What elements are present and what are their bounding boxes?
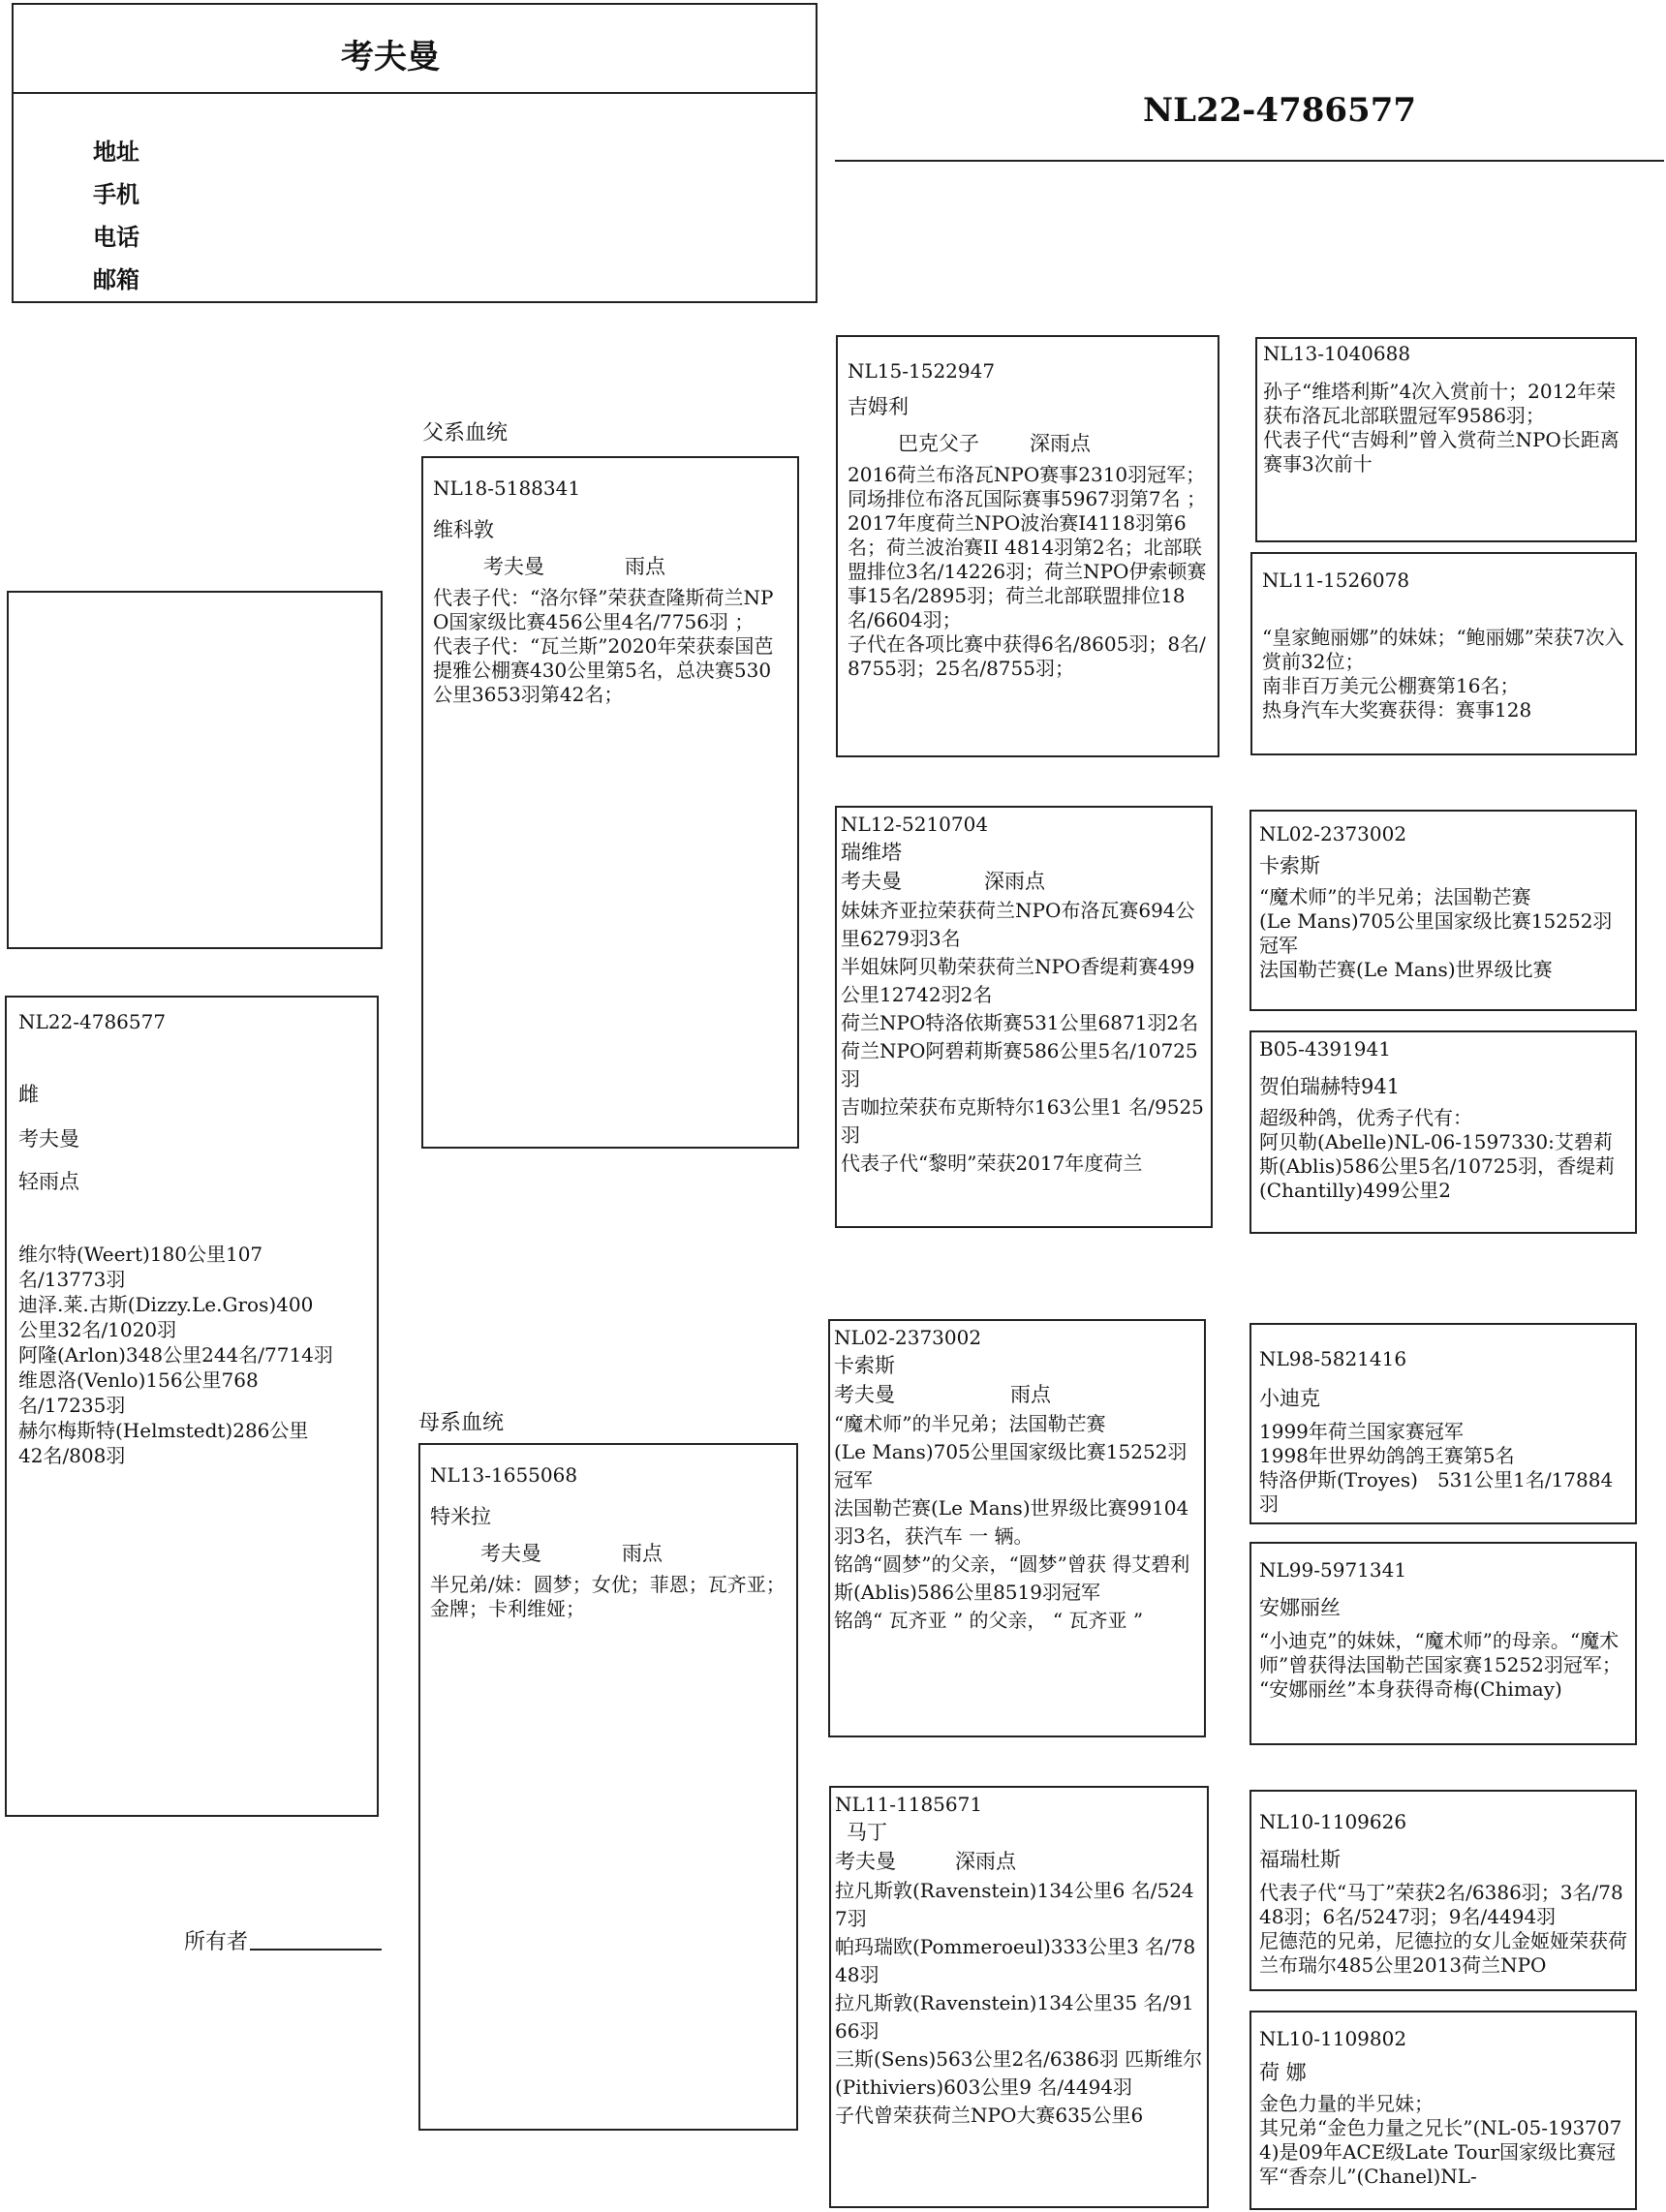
sire-dam-name: 瑞维塔 bbox=[841, 841, 902, 864]
dam-sire-color: 雨点 bbox=[1010, 1383, 1051, 1406]
subject-ring: NL22-4786577 bbox=[18, 1010, 167, 1033]
dam-dam-breeder-color bbox=[835, 1848, 1203, 1875]
gg-name-8: 荷 娜 bbox=[1259, 2061, 1307, 2084]
gg-ring-5: NL98-5821416 bbox=[1259, 1347, 1407, 1370]
dam-dam-box bbox=[829, 1786, 1209, 2208]
gg-desc-5: 1999年荷兰国家赛冠军 1998年世界幼鸽鸽王赛第5名 特洛伊斯(Troyes) 531公里1名/17884羽 bbox=[1259, 1420, 1614, 1516]
subject-color: 轻雨点 bbox=[18, 1170, 79, 1193]
dam-section-label: 母系血统 bbox=[418, 1411, 505, 1435]
photo-box bbox=[7, 591, 383, 949]
sire-sire-name: 吉姆利 bbox=[848, 395, 909, 418]
gg-box-7 bbox=[1250, 1790, 1637, 1991]
gg-ring-6: NL99-5971341 bbox=[1259, 1558, 1407, 1582]
gg-name-5: 小迪克 bbox=[1259, 1387, 1320, 1410]
dam-sire-box bbox=[828, 1319, 1206, 1737]
gg-name-4: 贺伯瑞赫特941 bbox=[1259, 1075, 1401, 1098]
sire-sire-color: 深雨点 bbox=[1030, 432, 1091, 455]
dam-desc: 半兄弟/妹：圆梦；女优；菲恩；瓦齐亚；金牌；卡利维娅； bbox=[430, 1573, 786, 1620]
sire-breeder: 考夫曼 bbox=[483, 555, 544, 578]
email-label: 邮箱 bbox=[93, 265, 139, 293]
gg-ring-1: NL13-1040688 bbox=[1263, 342, 1411, 365]
gg-ring-8: NL10-1109802 bbox=[1259, 2027, 1407, 2050]
phone-label: 电话 bbox=[93, 223, 139, 251]
gg-box-1 bbox=[1255, 337, 1637, 542]
gg-box-2 bbox=[1250, 552, 1637, 755]
gg-desc-8: 金色力量的半兄妹； 其兄弟“金色力量之兄长”(NL-05-1937074)是09年ACE级Late Tour国家级比赛冠军“香奈儿”(Chanel)NL- bbox=[1259, 2092, 1622, 2188]
sire-color: 雨点 bbox=[625, 555, 665, 578]
gg-box-3 bbox=[1250, 810, 1637, 1011]
sire-sire-desc: 2016荷兰布洛瓦NPO赛事2310羽冠军；同场排位布洛瓦国际赛事5967羽第7名 ； 2017年度荷兰NPO波治赛I4118羽第6名；荷兰波治赛II 4814羽第2名；北部联盟排位3名/14226羽；荷兰NPO伊索顿赛事15名/2895羽；荷兰北部联盟排位18名/6604羽； 子代在各项比赛中获得6名/8605羽；8名/8755羽；25名/8755羽； bbox=[848, 463, 1207, 680]
sire-ring: NL18-5188341 bbox=[433, 476, 581, 500]
sire-breeder-color bbox=[433, 553, 787, 580]
gg-ring-7: NL10-1109626 bbox=[1259, 1810, 1407, 1833]
gg-box-6 bbox=[1250, 1542, 1637, 1745]
dam-breeder-color bbox=[430, 1540, 787, 1567]
subject-breeder: 考夫曼 bbox=[18, 1127, 79, 1151]
dam-sire-desc: “魔术师”的半兄弟；法国勒芒赛 (Le Mans)705公里国家级比赛15252羽冠军 法国勒芒赛(Le Mans)世界级比赛99104羽3名，获汽车 一 辆。 铭鸽“圆梦”的父亲，“圆梦”曾获 得艾碧利斯(Ablis)586公里8519羽冠军 铭鸽“ 瓦齐亚 ” 的父亲， “ 瓦齐亚 ” bbox=[834, 1412, 1190, 1632]
sire-sire-box bbox=[836, 335, 1219, 757]
owner-header-box bbox=[12, 3, 818, 303]
sire-dam-breeder-color bbox=[841, 868, 1207, 895]
sire-dam-breeder: 考夫曼 bbox=[841, 870, 902, 893]
gg-name-7: 福瑞杜斯 bbox=[1259, 1848, 1341, 1871]
owner-name: 考夫曼 bbox=[341, 38, 440, 77]
gg-desc-4: 超级种鸽，优秀子代有： 阿贝勒(Abelle)NL-06-1597330:艾碧莉斯(Ablis)586公里5名/10725羽，香缇莉(Chantilly)499公里2 bbox=[1259, 1106, 1616, 1202]
dam-dam-desc: 拉凡斯敦(Ravenstein)134公里6 名/5247羽 帕玛瑞欧(Pommeroeul)333公里3 名/7848羽 拉凡斯敦(Ravenstein)134公里35 名/9166羽 三斯(Sens)563公里2名/6386羽 匹斯维尔(Pithiviers)603公里9 名/4494羽 子代曾荣获荷兰NPO大赛635公里6 bbox=[835, 1879, 1203, 2127]
gg-ring-4: B05-4391941 bbox=[1259, 1037, 1391, 1060]
gg-desc-1: 孙子“维塔利斯”4次入赏前十；2012年荣获布洛瓦北部联盟冠军9586羽； 代表子代“吉姆利”曾入赏荷兰NPO长距离赛事3次前十 bbox=[1263, 380, 1620, 476]
dam-sire-ring: NL02-2373002 bbox=[834, 1326, 982, 1349]
dam-sire-name: 卡索斯 bbox=[834, 1354, 895, 1377]
sire-desc: 代表子代：“洛尔铎”荣获查隆斯荷兰NPO国家级比赛456公里4名/7756羽 ； 代表子代：“瓦兰斯”2020年荣获泰国芭提雅公棚赛430公里第5名，总决赛530公里3653羽第42名； bbox=[433, 586, 774, 706]
subject-results: 维尔特(Weert)180公里107 名/13773羽 迪泽.莱.古斯(Dizzy.Le.Gros)400 公里32名/1020羽 阿隆(Arlon)348公里244名/7714羽 维恩洛(Venlo)156公里768 名/17235羽 赫尔梅斯特(Helmstedt)286公里 42名/808羽 bbox=[18, 1243, 333, 1467]
sire-box bbox=[421, 456, 799, 1149]
gg-desc-6: “小迪克”的妹妹，“魔术师”的母亲。“魔术师”曾获得法国勒芒国家赛15252羽冠军； “安娜丽丝”本身获得奇梅(Chimay) bbox=[1259, 1629, 1621, 1701]
gg-box-5 bbox=[1250, 1323, 1637, 1524]
gg-ring-3: NL02-2373002 bbox=[1259, 822, 1407, 845]
dam-dam-ring: NL11-1185671 bbox=[835, 1793, 983, 1816]
subject-bird-box bbox=[5, 996, 379, 1817]
sire-dam-color: 深雨点 bbox=[984, 870, 1045, 893]
gg-name-6: 安娜丽丝 bbox=[1259, 1596, 1341, 1619]
header-ring-number: NL22-4786577 bbox=[1143, 91, 1417, 130]
dam-ring: NL13-1655068 bbox=[430, 1463, 578, 1487]
sire-sire-breeder-color bbox=[848, 430, 1208, 457]
header-divider bbox=[14, 92, 816, 94]
gg-box-8 bbox=[1250, 2011, 1637, 2210]
mobile-label: 手机 bbox=[93, 180, 139, 208]
sire-sire-breeder: 巴克父子 bbox=[898, 432, 979, 455]
gg-name-3: 卡索斯 bbox=[1259, 854, 1320, 877]
subject-sex: 雌 bbox=[18, 1083, 39, 1106]
gg-ring-2: NL11-1526078 bbox=[1262, 568, 1410, 592]
dam-sire-breeder: 考夫曼 bbox=[834, 1383, 895, 1406]
gg-desc-7: 代表子代“马丁”荣获2名/6386羽；3名/7848羽；6名/5247羽；9名/4494羽 尼德范的兄弟，尼德拉的女儿金姬娅荣获荷兰布瑞尔485公里2013荷兰NPO bbox=[1259, 1881, 1627, 1977]
dam-breeder: 考夫曼 bbox=[480, 1542, 541, 1565]
sire-dam-ring: NL12-5210704 bbox=[841, 813, 989, 836]
dam-color: 雨点 bbox=[622, 1542, 663, 1565]
dam-dam-color: 深雨点 bbox=[955, 1850, 1016, 1873]
owner-line-label: 所有者 bbox=[184, 1930, 249, 1954]
owner-line bbox=[250, 1949, 382, 1951]
header-ring-underline bbox=[835, 160, 1664, 162]
sire-name: 维科敦 bbox=[433, 518, 494, 541]
dam-dam-name: 马丁 bbox=[847, 1821, 887, 1844]
dam-dam-breeder: 考夫曼 bbox=[835, 1850, 896, 1873]
gg-desc-3: “魔术师”的半兄弟；法国勒芒赛 (Le Mans)705公里国家级比赛15252羽冠军 法国勒芒赛(Le Mans)世界级比赛 bbox=[1259, 885, 1613, 981]
sire-dam-desc: 妹妹齐亚拉荣获荷兰NPO布洛瓦赛694公里6279羽3名 半姐妹阿贝勒荣获荷兰NPO香缇莉赛499公里12742羽2名 荷兰NPO特洛依斯赛531公里6871羽2名 荷兰NPO阿碧莉斯赛586公里5名/10725羽 吉咖拉荣获布克斯特尔163公里1 名/9525羽 代表子代“黎明”荣获2017年度荷兰 bbox=[841, 899, 1204, 1175]
gg-desc-2: “皇家鲍丽娜”的妹妹；“鲍丽娜”荣获7次入赏前32位； 南非百万美元公棚赛第16名； 热身汽车大奖赛获得：赛事128 bbox=[1262, 626, 1624, 722]
dam-sire-breeder-color bbox=[834, 1381, 1200, 1408]
address-label: 地址 bbox=[93, 138, 139, 166]
sire-section-label: 父系血统 bbox=[422, 421, 509, 445]
dam-box bbox=[418, 1443, 798, 2131]
dam-name: 特米拉 bbox=[430, 1505, 491, 1528]
gg-box-4 bbox=[1250, 1030, 1637, 1234]
sire-sire-ring: NL15-1522947 bbox=[848, 359, 996, 383]
sire-dam-box bbox=[835, 806, 1213, 1228]
